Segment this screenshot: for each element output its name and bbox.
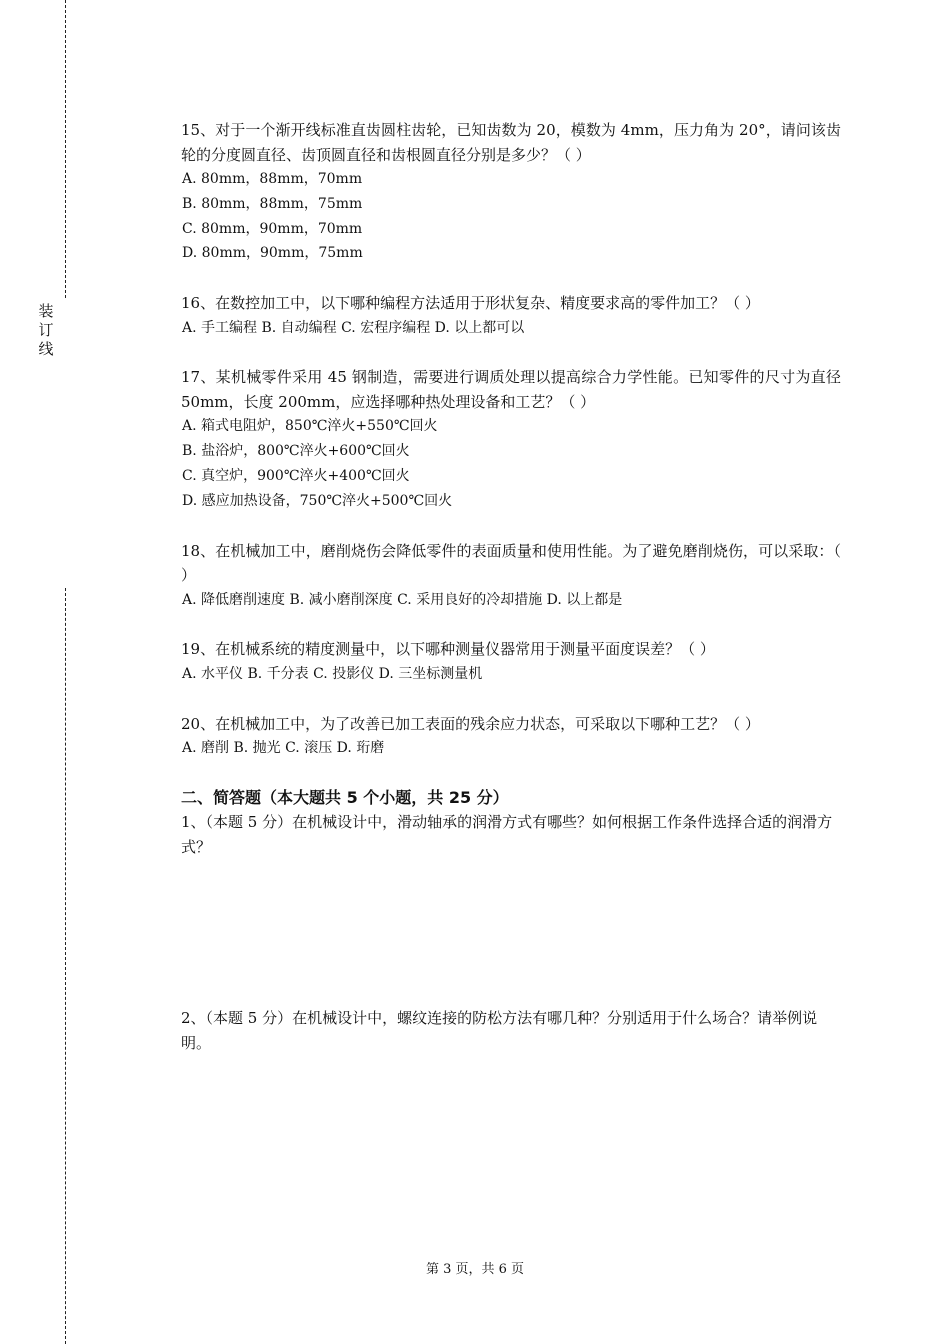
question-option: A. 磨削 B. 抛光 C. 滚压 D. 珩磨: [182, 740, 385, 757]
question-option: D. 感应加热设备，750℃淬火+500℃回火: [182, 492, 453, 509]
question-option: B. 盐浴炉，800℃淬火+600℃回火: [182, 443, 410, 460]
binding-char: 装: [38, 302, 54, 320]
question-16: [181, 291, 841, 340]
question-17: [181, 365, 841, 513]
question-option: A. 手工编程 B. 自动编程 C. 宏程序编程 D. 以上都可以: [182, 319, 525, 336]
question-stem: 18、在机械加工中，磨削烧伤会降低零件的表面质量和使用性能。为了避免磨削烧伤，可以采取：（ ）: [181, 541, 841, 585]
question-19: [181, 637, 841, 686]
binding-char: 订: [38, 321, 54, 339]
question-stem: 17、某机械零件采用 45 钢制造，需要进行调质处理以提高综合力学性能。已知零件的尺寸为直径 50mm，长度 200mm，应选择哪种热处理设备和工艺？（ ）: [181, 368, 841, 411]
question-stem: 15、对于一个渐开线标准直齿圆柱齿轮，已知齿数为 20，模数为 4mm，压力角为 20°，请问该齿轮的分度圆直径、齿顶圆直径和齿根圆直径分别是多少？（ ）: [181, 121, 841, 164]
question-option: A. 箱式电阻炉，850℃淬火+550℃回火: [182, 418, 438, 435]
question-option: D. 80mm，90mm，75mm: [182, 245, 363, 262]
section-title: 二、简答题（本大题共 5 个小题，共 25 分）: [181, 788, 509, 808]
exam-content: [181, 118, 841, 1055]
short-answer-question: 2、（本题 5 分）在机械设计中，螺纹连接的防松方法有哪几种？分别适用于什么场合？请举例说明。: [181, 1009, 818, 1052]
question-option: A. 水平仪 B. 千分表 C. 投影仪 D. 三坐标测量机: [182, 665, 483, 682]
short-answer-question: 1、（本题 5 分）在机械设计中，滑动轴承的润滑方式有哪些？如何根据工作条件选择合适的润滑方式？: [181, 813, 833, 856]
binding-line-top: [65, 0, 66, 298]
question-stem: 19、在机械系统的精度测量中，以下哪种测量仪器常用于测量平面度误差？（ ）: [181, 640, 715, 659]
question-option: C. 真空炉，900℃淬火+400℃回火: [182, 468, 410, 485]
page-number: 第 3 页，共 6 页: [425, 1262, 525, 1277]
question-option: B. 80mm，88mm，75mm: [182, 195, 363, 212]
question-15: [181, 118, 841, 266]
question-stem: 16、在数控加工中，以下哪种编程方法适用于形状复杂、精度要求高的零件加工？（ ）: [181, 294, 760, 313]
answer-space: [181, 859, 841, 1006]
question-20: [181, 712, 841, 761]
question-option: C. 80mm，90mm，70mm: [182, 220, 363, 237]
binding-label: [36, 302, 56, 359]
question-option: A. 80mm，88mm，70mm: [182, 171, 363, 187]
question-option: A. 降低磨削速度 B. 减小磨削深度 C. 采用良好的冷却措施 D. 以上都是: [182, 591, 623, 608]
binding-char: 线: [38, 340, 54, 358]
binding-line-bottom: [65, 588, 66, 1344]
question-stem: 20、在机械加工中，为了改善已加工表面的残余应力状态，可采取以下哪种工艺？（ ）: [181, 714, 760, 733]
question-18: [181, 539, 841, 613]
